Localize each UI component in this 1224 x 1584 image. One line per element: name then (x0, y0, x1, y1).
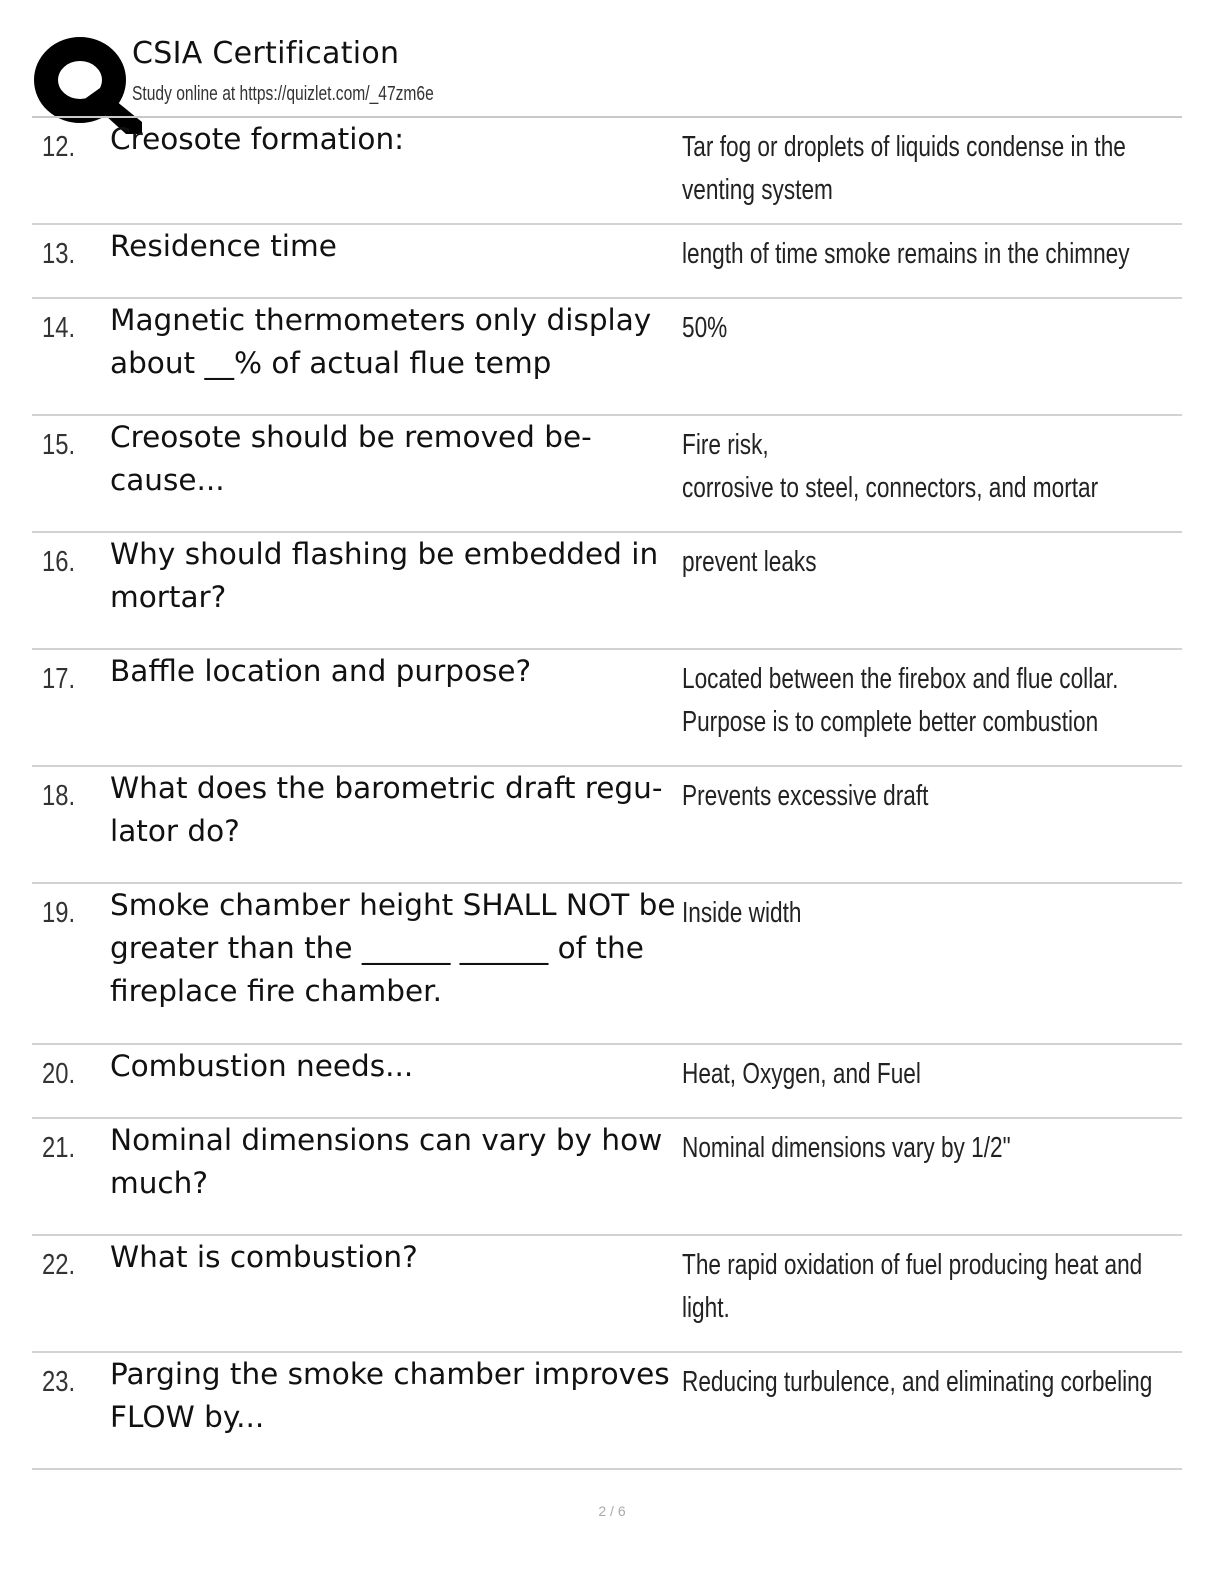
card-definition: Located between the firebox and flue collar. Purpose is to complete better combustion (682, 663, 1119, 738)
card-definition: prevent leaks (682, 546, 817, 578)
study-link[interactable]: Study online at https://quizlet.com/_47zm6e (132, 83, 434, 105)
card-term: Why should flashing be embedded in mortar? (110, 537, 659, 614)
card-term: Baffle location and purpose? (110, 654, 532, 688)
card-number: 14. (42, 312, 76, 344)
card-definition: length of time smoke remains in the chimney (682, 238, 1130, 270)
card-number: 20. (42, 1058, 76, 1090)
card-definition: Inside width (682, 897, 802, 929)
card-number: 22. (42, 1249, 76, 1281)
card-definition: Prevents excessive draft (682, 780, 929, 812)
card-term: Smoke chamber height SHALL NOT be greater than the ______ ______ of the fireplace fire chamber. (110, 888, 676, 1008)
card-term: Nominal dimensions can vary by how much? (110, 1123, 663, 1200)
flashcard-row (32, 533, 1182, 650)
card-number: 13. (42, 238, 76, 270)
card-term: Creosote should be removed be- cause... (110, 420, 592, 497)
card-definition: The rapid oxidation of fuel producing heat and light. (682, 1249, 1143, 1324)
card-number: 16. (42, 546, 76, 578)
card-number: 21. (42, 1132, 76, 1164)
card-term: What does the barometric draft regu- lator do? (110, 771, 663, 848)
flashcard-row (32, 650, 1182, 767)
flashcard-row (32, 1119, 1182, 1236)
card-number: 23. (42, 1366, 76, 1398)
flashcard-row (32, 225, 1182, 299)
card-definition: Tar fog or droplets of liquids condense in the venting system (682, 131, 1126, 206)
card-term: Creosote formation: (110, 122, 405, 156)
card-term: Parging the smoke chamber improves FLOW by... (110, 1357, 670, 1434)
card-term: Residence time (110, 229, 337, 263)
card-definition-line: corrosive to steel, connectors, and mortar (682, 472, 1099, 504)
card-number: 17. (42, 663, 76, 695)
page-header (32, 28, 1182, 116)
card-definition-line: Fire risk, (682, 429, 769, 461)
flashcard-row (32, 1353, 1182, 1470)
page-title: CSIA Certification (132, 36, 400, 71)
card-number: 12. (42, 131, 76, 163)
page-number: 2 / 6 (598, 1503, 626, 1519)
card-term: What is combustion? (110, 1240, 418, 1274)
card-number: 19. (42, 897, 76, 929)
card-definition: Nominal dimensions vary by 1/2" (682, 1132, 1011, 1164)
flashcard-row (32, 767, 1182, 884)
card-definition: Reducing turbulence, and eliminating corbeling (682, 1366, 1153, 1398)
flashcard-row (32, 1236, 1182, 1353)
card-term: Magnetic thermometers only display about __% of actual flue temp (110, 303, 652, 380)
flashcard-row (32, 416, 1182, 533)
flashcard-list (32, 118, 1182, 1470)
card-number: 15. (42, 429, 76, 461)
card-number: 18. (42, 780, 76, 812)
flashcard-row (32, 884, 1182, 1045)
flashcard-row (32, 118, 1182, 225)
card-term: Combustion needs... (110, 1049, 414, 1083)
card-definition: Heat, Oxygen, and Fuel (682, 1058, 921, 1090)
card-definition: 50% (682, 312, 728, 344)
flashcard-row (32, 1045, 1182, 1119)
flashcard-row (32, 299, 1182, 416)
card-definition (682, 424, 1158, 510)
